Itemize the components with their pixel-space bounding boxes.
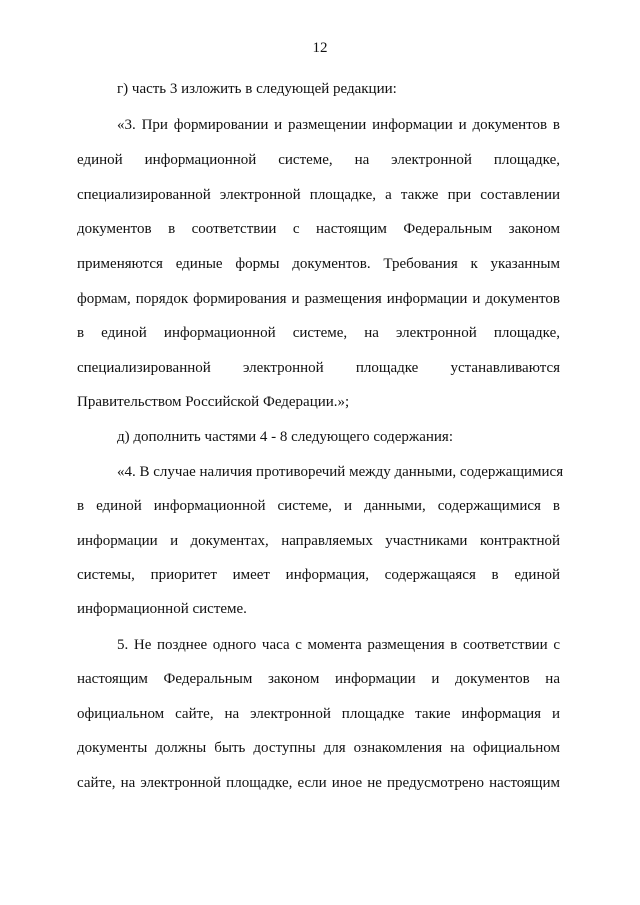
page-number: 12 [312,40,328,56]
text-line-16: информационной системе. [77,601,247,617]
text-line-13: в единой информационной системе, и данными, содержащимися в [77,498,560,514]
text-line-2: «3. При формировании и размещении информации и документов в [117,117,560,133]
text-line-12: «4. В случае наличия противоречий между данными, содержащимися [117,464,564,480]
text-line-20: документы должны быть доступны для ознакомления на официальном [77,740,560,756]
text-line-3: единой информационной системе, на электронной площадке, [77,152,560,168]
text-line-5: документов в соответствии с настоящим Федеральным законом [77,221,560,237]
text-line-8: в единой информационной системе, на электронной площадке, [77,325,560,341]
text-line-1: г) часть 3 изложить в следующей редакции: [117,81,397,97]
text-line-14: информации и документах, направляемых участниками контрактной [77,533,560,549]
text-line-4: специализированной электронной площадке, а также при составлении [77,187,560,203]
text-line-10: Правительством Российской Федерации.»; [77,394,350,410]
text-line-11: д) дополнить частями 4 - 8 следующего содержания: [117,429,453,445]
text-line-15: системы, приоритет имеет информация, содержащаяся в единой [77,567,560,583]
text-line-6: применяются единые формы документов. Требования к указанным [77,256,560,272]
text-line-17: 5. Не позднее одного часа с момента размещения в соответствии с [117,637,560,653]
text-line-19: официальном сайте, на электронной площадке такие информация и [77,706,560,722]
text-line-7: формам, порядок формирования и размещения информации и документов [77,291,560,307]
text-line-21: сайте, на электронной площадке, если иное не предусмотрено настоящим [77,775,560,791]
text-line-18: настоящим Федеральным законом информации и документов на [77,671,560,687]
text-line-9: специализированной электронной площадке устанавливаются [77,360,560,376]
